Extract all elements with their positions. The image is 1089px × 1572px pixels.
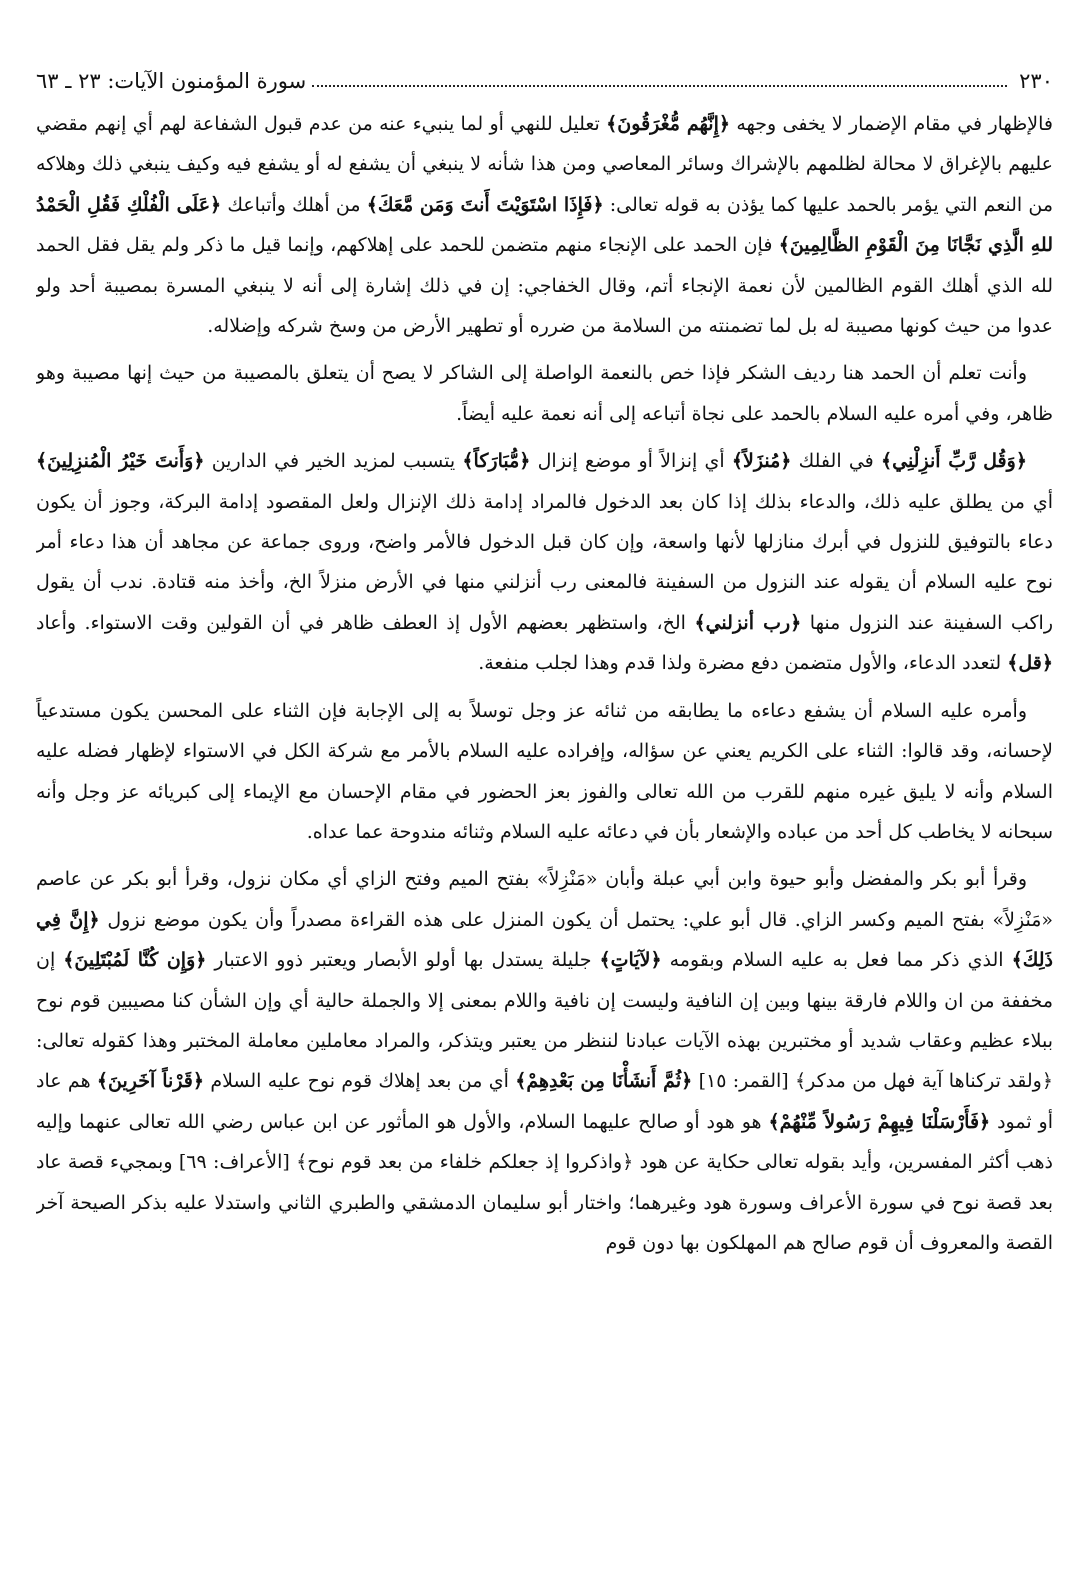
text-run: الخ، واستظهر بعضهم الأول إذ العطف ظاهر في أن القولين وقت الاستواء. وأعاد [36,611,695,634]
text-run: فإن الحمد على الإنجاء منهم متضمن للحمد على إهلاكهم، وإنما قيل ما ذكر ولم يقل فقل الحمد لله الذي أهلك القوم الظالمين لأن نعمة الإنجاء أتم، وقال الخفاجي: إن في ذلك إشارة إلى أنه لا ينبغي المسرة بمصيبة أحد ولو عدوا من حيث كونها مصيبة له بل لما تضمنته من السلامة من ضرره أو تطهير الأرض من وسخ شركه وإضلاله. [36,234,1053,338]
text-run: لتعدد الدعاء، والأول متضمن دفع مضرة ولذا قدم وهذا لجلب منفعة. [478,652,1008,675]
quran-quote: ﴿فَأَرْسَلْنَا فِيهِمْ رَسُولاً مِّنْهُمْ﴾ [768,1110,991,1133]
text-run: جليلة يستدل بها أولو الأبصار ويعتبر ذوو الاعتبار [206,949,600,972]
text-run: الذي ذكر مما فعل به عليه السلام وبقومه [661,949,1012,972]
quran-quote: ﴿إِنَّ فِي ذَلِكَ﴾ [36,908,1053,972]
text-run: أي من بعد إهلاك قوم نوح عليه السلام [204,1070,516,1093]
text-run: وقرأ أبو بكر والمفضل وأبو حيوة وابن أبي عبلة وأبان «مَنْزِلاً» بفتح الميم وفتح الزاي أي مكان نزول، وقرأ أبو بكر عن عاصم «مَنْزِلاً» بفتح الميم وكسر الزاي. قال أبو علي: يحتمل أن يكون المنزل على هذه القراءة مصدراً وأن يكون موضع نزول [36,868,1053,931]
quran-quote: ﴿فَإِذَا اسْتَوَيْتَ أَنتَ وَمَن مَّعَكَ﴾ [366,193,604,216]
commentary-text [36,104,1053,1263]
quran-quote: ﴿لآيَاتٍ﴾ [599,949,662,972]
quran-quote: ﴿وَقُل رَّبِّ أَنزِلْنِي﴾ [880,450,1027,473]
leader-dots [312,85,1007,87]
page-number: ٢٣٠ [1019,69,1053,93]
text-run: من أهلك وأتباعك [221,193,367,216]
quran-quote: ﴿قَرْناً آخَرِينَ﴾ [96,1070,204,1093]
paragraph [36,104,1053,346]
paragraph [36,691,1053,853]
text-run: إن مخففة من ان واللام فارقة بينها وبين إن النافية وليست إن نافية واللام بمعنى إلا والجملة حالية أي وإن الشأن كنا مصيبين قوم نوح ببلاء عظيم وعقاب شديد أو مختبرين بهذه الآيات عبادنا لننظر من يعتبر ويتذكر، والمراد معاملين معاملة المختبر وهذا كقوله تعالى: ﴿ولقد تركناها آية فهل من مدكر﴾ [القمر: ١٥] [36,949,1053,1093]
quran-quote: ﴿إِنَّهُم مُّغْرَقُونَ﴾ [606,113,730,135]
quran-quote: ﴿وَإِن كُنَّا لَمُبْتَلِينَ﴾ [63,949,207,972]
quran-quote: ﴿وَأَنتَ خَيْرُ الْمُنزِلِينَ﴾ [36,450,205,473]
text-run: أي من يطلق عليه ذلك، والدعاء بذلك إذا كان بعد الدخول فالمراد إدامة ذلك الإنزال ولعل المقصود إدامة البركة، وجوز أن يكون دعاء بالتوفيق للنزول في أبرك منازلها لأنها واسعة، وإن كان قبل الدخول فالأمر واضح، وروى جماعة عن مجاهد أن هذا دعاء أمر نوح عليه السلام أن يقوله عند النزول من السفينة فالمعنى رب أنزلني منها في الأرض منزلاً الخ، وأخذ منه قتادة. ندب أن يقول راكب السفينة عند النزول منها [36,490,1053,634]
paragraph [36,859,1053,1263]
text-run: أي إنزالاً أو موضع إنزال [530,450,732,473]
paragraph [36,353,1053,434]
text-run: يتسبب لمزيد الخير في الدارين [204,450,463,473]
text-run: هم عاد أو ثمود [36,1070,1053,1133]
quran-quote: ﴿ثُمَّ أَنشَأْنَا مِن بَعْدِهِمْ﴾ [515,1070,693,1093]
quran-quote: ﴿قل﴾ [1007,652,1053,675]
paragraph [36,441,1053,683]
quran-quote: ﴿عَلَى الْفُلْكِ فَقُلِ الْحَمْدُ للهِ الَّذِي نَجَّانَا مِنَ الْقَوْمِ الظَّالِمِينَ﴾ [36,193,1053,257]
quran-quote: ﴿رب أنزلني﴾ [694,611,802,634]
text-run: وأمره عليه السلام أن يشفع دعاءه ما يطابقه من ثنائه عز وجل توسلاً به إلى الإجابة فإن الثناء على المحسن يكون مستدعياً لإحسانه، وقد قالوا: الثناء على الكريم يعني عن سؤاله، وإفراده عليه السلام بالأمر مع شركة الكل في الاستواء لإظهار فضله عليه السلام وأنه لا يليق غيره منهم للقرب من الله تعالى والفوز بعز الحضور في مقام الإحسان مع الإيماء إلى كبريائه عز وجل وأنه سبحانه لا يخاطب كل أحد من عباده والإشعار بأن في دعائه عليه السلام وثنائه مندوحة عما عداه. [36,699,1053,843]
quran-quote: ﴿مُّبَارَكاً﴾ [462,450,531,473]
text-run: وأنت تعلم أن الحمد هنا رديف الشكر فإذا خص بالنعمة الواصلة إلى الشاكر لا يصح أن يتعلق بالمصيبة من حيث إنها مصيبة وهو ظاهر، وفي أمره عليه السلام بالحمد على نجاة أتباعه إلى أنه نعمة عليه أيضاً. [36,362,1053,425]
book-page [36,62,1053,1552]
text-run: هو هود أو صالح عليهما السلام، والأول هو المأثور عن ابن عباس رضي الله تعالى عنهما وإليه ذهب أكثر المفسرين، وأيد بقوله تعالى حكاية عن هود ﴿واذكروا إذ جعلكم خلفاء من بعد قوم نوح﴾ [الأعراف: ٦٩] وبمجيء قصة عاد بعد قصة نوح في سورة الأعراف وسورة هود وغيرهما؛ واختار أبو سليمان الدمشقي والطبري الثاني واستدلا عليه بذكر الصيحة آخر القصة والمعروف أن قوم صالح هم المهلكون بها دون قوم [36,1110,1053,1254]
text-run: في الفلك [791,450,881,473]
running-head [36,62,1053,96]
quran-quote: ﴿مُنزَلاً﴾ [731,450,792,473]
running-title: سورة المؤمنون الآيات: ٢٣ ـ ٦٣ [36,69,307,93]
text-run: فالإظهار في مقام الإضمار لا يخفى وجهه [730,113,1053,135]
text-run: تعليل للنهي أو لما ينبيء عنه من عدم قبول الشفاعة لهم أي إنهم مقضي عليهم بالإغراق لا محالة لظلمهم بالإشراك وسائر المعاصي ومن هذا شأنه لا ينبغي أن يشفع له أو يشفع فيه وكيف ينبغي ذلك وهلاكه من النعم التي يؤمر بالحمد عليها كما يؤذن به قوله تعالى: [36,113,1053,216]
